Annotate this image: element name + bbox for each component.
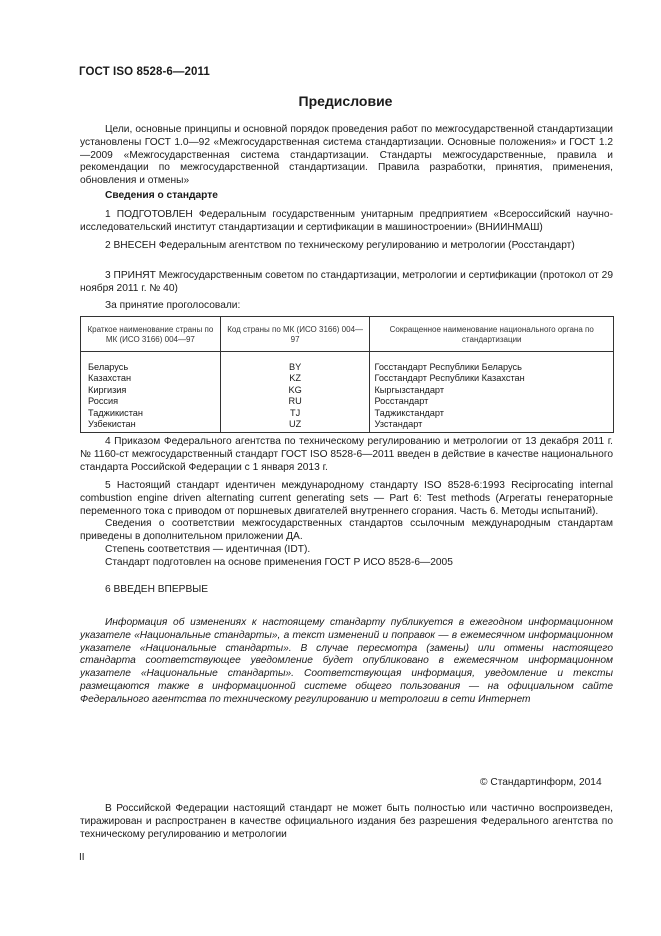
item-5-paragraph: 5 Настоящий стандарт идентичен международному стандарту ISO 8528-6:1993 Reciprocating internal combustion engine driven alternating current generating sets — Part 6: Test methods (Агрегаты генераторные переменного тока с приводом от поршневых двигателей внутреннего сгорания. Часть 6. Методы испытаний). [80, 480, 613, 517]
table-cell-body: Росстандарт [370, 396, 614, 407]
table-cell-country: Беларусь [81, 352, 221, 374]
table-cell-code: TJ [220, 408, 370, 419]
item-6-paragraph: 6 ВВЕДЕН ВПЕРВЫЕ [105, 584, 209, 595]
voting-countries-table [80, 316, 614, 433]
item-1-block [80, 209, 613, 235]
table-row [81, 373, 614, 384]
table-cell-body: Кыргызстандарт [370, 385, 614, 396]
table-header-country: Краткое наименование страны по МК (ИСО 3166) 004—97 [81, 317, 221, 352]
item-1-paragraph: 1 ПОДГОТОВЛЕН Федеральным государственным унитарным предприятием «Всероссийский научно-исследовательский институт стандартизации и сертификации в машиностроении» (ВНИИНМАШ) [80, 209, 613, 233]
item-6-block [80, 584, 613, 597]
info-note-block [80, 617, 613, 707]
standard-info-heading: Сведения о стандарте [105, 190, 218, 201]
table-cell-country: Киргизия [81, 385, 221, 396]
table-row [81, 396, 614, 407]
intro-paragraph: Цели, основные принципы и основной порядок проведения работ по межгосударственной стандартизации установлены ГОСТ 1.0—92 «Межгосударственная система стандартизации. Основные положения» и ГОСТ 1.2—2009 «Межгосударственная система стандартизации. Стандарты межгосударственные, правила и рекомендации по межгосударственной стандартизации. Правила разработки, принятия, применения, обновления и отмены» [80, 124, 613, 187]
item-5-note-degree: Степень соответствия — идентичная (IDT). [105, 543, 311, 555]
table-cell-country: Узбекистан [81, 419, 221, 433]
table-header-row [81, 317, 614, 352]
item-5-note-appendix: Сведения о соответствии межгосударственных стандартов ссылочным международным стандартам приведены в дополнительном приложении ДА. [80, 518, 613, 543]
item-5-note-basis: Стандарт подготовлен на основе применения ГОСТ Р ИСО 8528-6—2005 [105, 556, 453, 568]
item-4-block [80, 436, 613, 474]
info-note-paragraph: Информация об изменениях к настоящему стандарту публикуется в ежегодном информационном указателе «Национальные стандарты», а текст изменений и поправок — в ежемесячном информационном указателе «Национальные стандарты». В случае пересмотра (замены) или отмены настоящего стандарта соответствующее уведомление будет опубликовано в ежемесячном информационном указателе «Национальные стандарты». Соответствующая информация, уведомление и тексты размещаются также в информационной системе общего пользования — на официальном сайте Федерального агентства по техническому регулированию и метрологии в сети Интернет [80, 617, 613, 705]
vote-label: За принятие проголосовали: [105, 300, 241, 311]
table-cell-code: BY [220, 352, 370, 374]
legal-paragraph: В Российской Федерации настоящий стандарт не может быть полностью или частично воспроизведен, тиражирован и распространен в качестве официального издания без разрешения Федерального агентства по техническому регулированию и метрологии [80, 803, 613, 840]
table-cell-country: Таджикистан [81, 408, 221, 419]
item-4-paragraph: 4 Приказом Федерального агентства по техническому регулированию и метрологии от 13 декабря 2011 г. № 1160-ст межгосударственный стандарт ГОСТ ISO 8528-6—2011 введен в действие в качестве национального стандарта Российской Федерации с 1 января 2013 г. [80, 436, 613, 473]
table-cell-code: KG [220, 385, 370, 396]
item-3-paragraph: 3 ПРИНЯТ Межгосударственным советом по стандартизации, метрологии и сертификации (протокол от 29 ноября 2011 г. № 40) [80, 270, 613, 294]
table-cell-country: Казахстан [81, 373, 221, 384]
item-2-paragraph: 2 ВНЕСЕН Федеральным агентством по техническому регулированию и метрологии (Росстандарт) [105, 240, 575, 251]
table-cell-code: RU [220, 396, 370, 407]
table-cell-body: Госстандарт Республики Казахстан [370, 373, 614, 384]
item-3-block [80, 270, 613, 296]
table-cell-body: Таджикстандарт [370, 408, 614, 419]
item-2-block [80, 240, 613, 253]
standard-info-block [80, 190, 613, 203]
vote-label-block [80, 300, 613, 313]
intro-block [80, 124, 613, 188]
table-cell-body: Госстандарт Республики Беларусь [370, 352, 614, 374]
table-cell-country: Россия [81, 396, 221, 407]
table-row [81, 408, 614, 419]
table-cell-code: UZ [220, 419, 370, 433]
table-header-body: Сокращенное наименование национального органа по стандартизации [370, 317, 614, 352]
document-code-header: ГОСТ ISO 8528-6—2011 [79, 66, 210, 78]
table-row [81, 352, 614, 374]
table-cell-code: KZ [220, 373, 370, 384]
table-cell-body: Узстандарт [370, 419, 614, 433]
table-row [81, 419, 614, 433]
table-row [81, 385, 614, 396]
copyright-notice: © Стандартинформ, 2014 [480, 777, 602, 788]
item-5-block [80, 480, 613, 570]
legal-block [80, 803, 613, 841]
table-header-code: Код страны по МК (ИСО 3166) 004—97 [220, 317, 370, 352]
page-number: II [79, 852, 85, 863]
page-title: Предисловие [298, 93, 393, 109]
